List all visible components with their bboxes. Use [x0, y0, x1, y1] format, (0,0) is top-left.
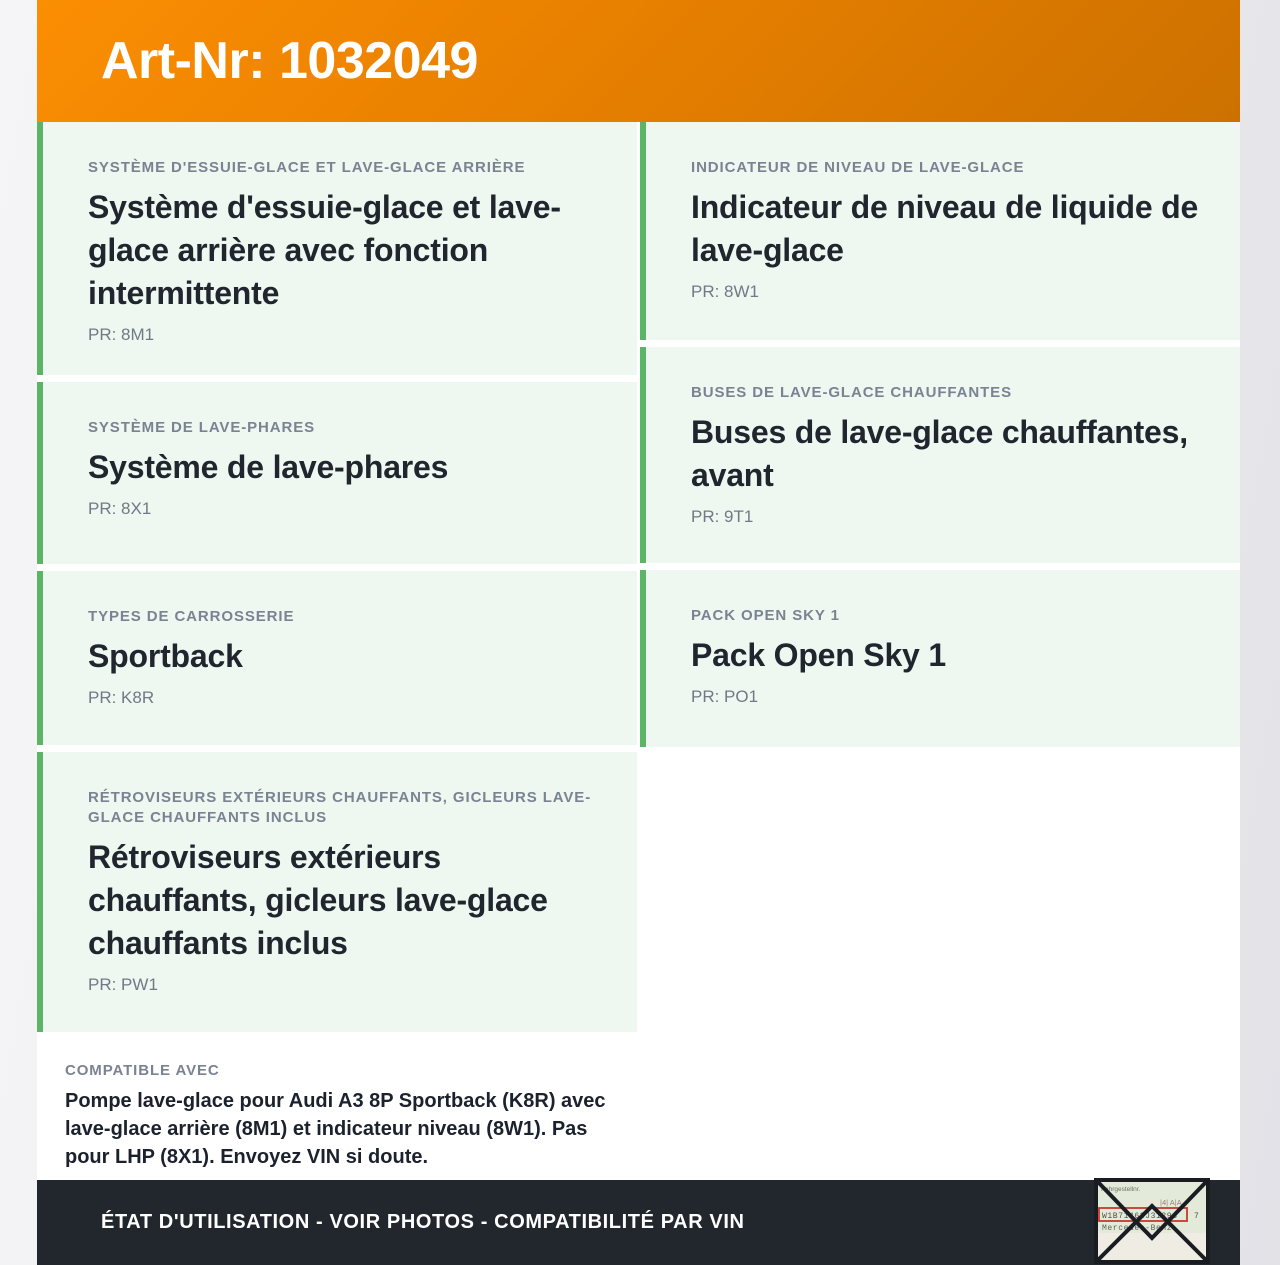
envelope-over-vin-plate-icon	[1094, 1178, 1210, 1264]
option-category-label: SYSTÈME D'ESSUIE-GLACE ET LAVE-GLACE ARRIÈRE	[88, 159, 526, 176]
compatibility-card	[37, 1039, 637, 1180]
compatibility-label: COMPATIBLE AVEC	[65, 1062, 220, 1079]
article-header	[37, 0, 1240, 122]
options-grid	[37, 122, 1240, 1180]
footer-notice-text: ÉTAT D'UTILISATION - VOIR PHOTOS - COMPATIBILITÉ PAR VIN	[101, 1211, 745, 1233]
option-category-label: BUSES DE LAVE-GLACE CHAUFFANTES	[691, 384, 1012, 401]
option-pr-code: PR: K8R	[88, 688, 155, 707]
option-title: Système d'essuie-glace et lave-glace arrière avec fonction intermittente	[88, 189, 561, 311]
vin-suffix-text: 7	[1194, 1212, 1199, 1221]
option-pr-code: PR: PW1	[88, 975, 158, 994]
option-title: Buses de lave-glace chauffantes, avant	[691, 414, 1188, 493]
option-card-wiper-system	[37, 122, 637, 375]
listing-page	[37, 0, 1240, 1265]
option-category-label: RÉTROVISEURS EXTÉRIEURS CHAUFFANTS, GICLEURS LAVE-GLACE CHAUFFANTS INCLUS	[88, 789, 592, 826]
option-title: Indicateur de niveau de liquide de lave-glace	[691, 189, 1199, 268]
options-column-left	[37, 122, 637, 1180]
compatibility-text: Pompe lave-glace pour Audi A3 8P Sportback (K8R) avec lave-glace arrière (8M1) et indicateur niveau (8W1). Pas pour LHP (8X1). Envoyez VIN si doute.	[65, 1090, 606, 1168]
option-card-headlight-washer	[37, 382, 637, 564]
option-title: Pack Open Sky 1	[691, 637, 946, 673]
option-title: Rétroviseurs extérieurs chauffants, gicleurs lave-glace chauffants inclus	[88, 839, 548, 961]
plate-label-text: Fahrgestellnr.	[1101, 1186, 1141, 1193]
option-pr-code: PR: 8W1	[691, 282, 760, 301]
footer-banner	[37, 1180, 1240, 1265]
option-pr-code: PR: 8M1	[88, 325, 155, 344]
option-title: Sportback	[88, 638, 243, 674]
article-number-title: Art-Nr: 1032049	[101, 32, 478, 90]
option-card-heated-nozzles	[640, 347, 1240, 563]
option-pr-code: PR: PO1	[691, 687, 759, 706]
options-column-right	[640, 122, 1240, 1180]
option-pr-code: PR: 9T1	[691, 507, 754, 526]
vin-envelope-image	[1094, 1178, 1210, 1264]
option-card-pack-open-sky	[640, 570, 1240, 747]
option-category-label: TYPES DE CARROSSERIE	[88, 608, 295, 625]
option-category-label: INDICATEUR DE NIVEAU DE LAVE-GLACE	[691, 159, 1025, 176]
option-category-label: SYSTÈME DE LAVE-PHARES	[88, 419, 316, 436]
option-title: Système de lave-phares	[88, 449, 449, 485]
option-card-body-type	[37, 571, 637, 745]
plate-brand-text: Mercedes-Benz	[1102, 1224, 1173, 1233]
option-category-label: PACK OPEN SKY 1	[691, 607, 840, 624]
plate-fragment-text: |4| A|A	[1160, 1198, 1182, 1207]
vin-text: W1B71463J31296	[1102, 1212, 1178, 1221]
option-card-fluid-indicator	[640, 122, 1240, 340]
option-card-heated-mirrors	[37, 752, 637, 1032]
option-pr-code: PR: 8X1	[88, 499, 152, 518]
